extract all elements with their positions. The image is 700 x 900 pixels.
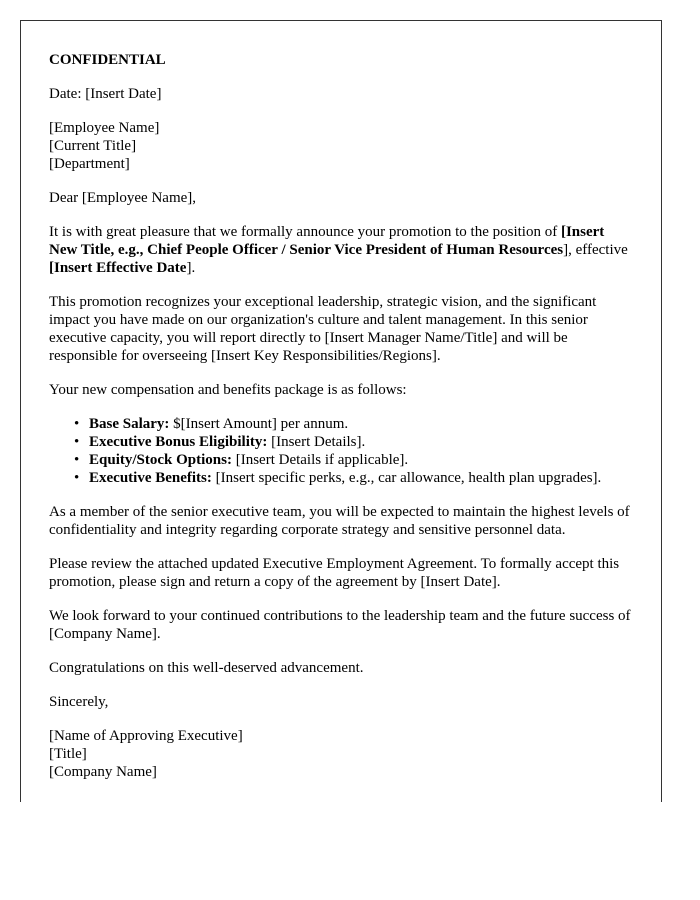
item-label: Equity/Stock Options: bbox=[89, 452, 232, 468]
date-line: Date: [Insert Date] bbox=[49, 86, 162, 102]
confidential-label: CONFIDENTIAL bbox=[49, 52, 166, 68]
item-label: Executive Bonus Eligibility: bbox=[89, 434, 268, 450]
item-value: [Insert Details]. bbox=[267, 434, 366, 450]
list-item bbox=[74, 451, 633, 469]
intro-text-before: It is with great pleasure that we formally announce your promotion to the position of bbox=[49, 224, 561, 240]
signature-block bbox=[49, 727, 633, 781]
bullet-icon: • bbox=[74, 416, 80, 432]
recipient-block bbox=[49, 119, 633, 173]
effective-date-placeholder: [Insert Effective Date bbox=[49, 260, 187, 276]
intro-text-middle: ], effective bbox=[563, 242, 628, 258]
bullet-icon: • bbox=[74, 470, 80, 486]
closing-line: Sincerely, bbox=[49, 694, 109, 710]
bullet-icon: • bbox=[74, 452, 80, 468]
signatory-company: [Company Name] bbox=[49, 764, 157, 780]
item-label: Executive Benefits: bbox=[89, 470, 212, 486]
recipient-title: [Current Title] bbox=[49, 138, 137, 154]
item-value: [Insert specific perks, e.g., car allowance, health plan upgrades]. bbox=[211, 470, 602, 486]
congratulations-line: Congratulations on this well-deserved advancement. bbox=[49, 660, 364, 676]
recipient-department: [Department] bbox=[49, 156, 130, 172]
list-item bbox=[74, 433, 633, 451]
document-viewport bbox=[20, 20, 662, 802]
recipient-name: [Employee Name] bbox=[49, 120, 160, 136]
compensation-list bbox=[49, 415, 633, 487]
signatory-name: [Name of Approving Executive] bbox=[49, 728, 243, 744]
item-label: Base Salary: bbox=[89, 416, 170, 432]
intro-paragraph bbox=[49, 223, 633, 277]
list-item bbox=[74, 415, 633, 433]
recognition-paragraph: This promotion recognizes your exceptional leadership, strategic vision, and the significant impact you have made on our organization's culture and talent management. In this senior executive capacity, you will report directly to [Insert Manager Name/Title] and will be responsible for overseeing [Insert Key Responsibilities/Regions]. bbox=[49, 294, 597, 364]
compensation-intro: Your new compensation and benefits package is as follows: bbox=[49, 382, 407, 398]
future-paragraph: We look forward to your continued contributions to the leadership team and the future success of [Company Name]. bbox=[49, 608, 631, 642]
new-title-placeholder: [Insert New Title, e.g., Chief People Officer / Senior Vice President of Human Resources bbox=[49, 224, 605, 258]
item-value: $[Insert Amount] per annum. bbox=[169, 416, 349, 432]
agreement-paragraph: Please review the attached updated Executive Employment Agreement. To formally accept this promotion, please sign and return a copy of the agreement by [Insert Date]. bbox=[49, 556, 620, 590]
item-value: [Insert Details if applicable]. bbox=[231, 452, 409, 468]
confidentiality-paragraph: As a member of the senior executive team, you will be expected to maintain the highest levels of confidentiality and integrity regarding corporate strategy and sensitive personnel data. bbox=[49, 504, 630, 538]
promotion-letter bbox=[20, 20, 662, 802]
signatory-title: [Title] bbox=[49, 746, 87, 762]
bullet-icon: • bbox=[74, 434, 80, 450]
list-item bbox=[74, 469, 633, 487]
salutation: Dear [Employee Name], bbox=[49, 190, 197, 206]
confidential-heading bbox=[49, 51, 633, 69]
intro-text-after: ]. bbox=[186, 260, 196, 276]
